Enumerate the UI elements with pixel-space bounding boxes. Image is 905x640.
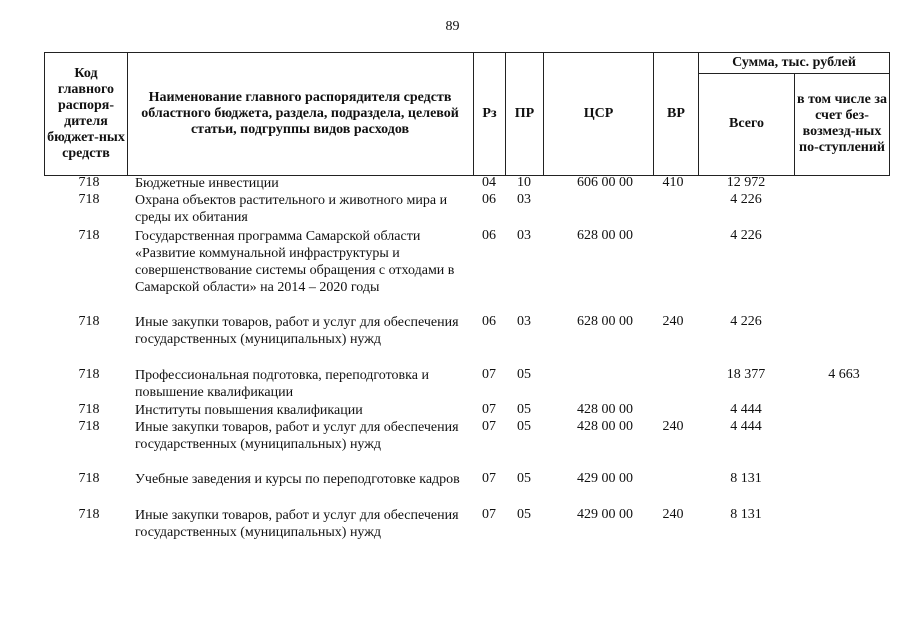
row-total: 4 226 xyxy=(730,192,762,207)
row-rz: 06 xyxy=(482,192,496,207)
row-pr: 05 xyxy=(517,471,531,486)
row-total: 4 226 xyxy=(730,228,762,243)
row-name: Профессиональная подготовка, переподготовка и повышение квалификации xyxy=(135,368,429,400)
row-vr: 240 xyxy=(662,419,684,434)
header-total: Всего xyxy=(729,116,764,131)
row-code: 718 xyxy=(78,367,100,382)
row-pr: 03 xyxy=(517,314,531,329)
header-sum: Сумма, тыс. рублей xyxy=(732,55,856,70)
row-rz: 07 xyxy=(482,471,496,486)
header-pr: ПР xyxy=(514,106,535,121)
row-pr: 05 xyxy=(517,419,531,434)
header-vr: ВР xyxy=(667,106,685,121)
row-code: 718 xyxy=(78,471,100,486)
row-rz: 07 xyxy=(482,367,496,382)
row-csr: 428 00 00 xyxy=(577,402,633,417)
row-name: Иные закупки товаров, работ и услуг для обеспечения государственных (муниципальных) нужд xyxy=(135,508,459,540)
row-rz: 07 xyxy=(482,402,496,417)
row-name: Учебные заведения и курсы по переподготовке кадров xyxy=(135,472,460,487)
row-rz: 07 xyxy=(482,419,496,434)
row-code: 718 xyxy=(78,402,100,417)
row-pr: 05 xyxy=(517,402,531,417)
row-total: 18 377 xyxy=(726,367,766,382)
row-name: Бюджетные инвестиции xyxy=(135,176,279,191)
row-rz: 06 xyxy=(482,228,496,243)
row-csr: 628 00 00 xyxy=(577,314,633,329)
row-code: 718 xyxy=(78,175,100,190)
row-total: 12 972 xyxy=(726,175,766,190)
row-rz: 06 xyxy=(482,314,496,329)
row-code: 718 xyxy=(78,507,100,522)
row-name: Иные закупки товаров, работ и услуг для обеспечения государственных (муниципальных) нужд xyxy=(135,315,459,347)
row-csr: 429 00 00 xyxy=(577,507,633,522)
row-csr: 628 00 00 xyxy=(577,228,633,243)
page-number: 89 xyxy=(445,19,460,34)
row-rz: 04 xyxy=(482,175,496,190)
row-free: 4 663 xyxy=(828,367,860,382)
row-pr: 03 xyxy=(517,228,531,243)
row-code: 718 xyxy=(78,228,100,243)
header-name: Наименование главного распорядителя средств областного бюджета, раздела, подраздела, целевой статьи, подгруппы видов расходов xyxy=(141,90,459,137)
header-csr: ЦСР xyxy=(583,106,614,121)
row-pr: 10 xyxy=(517,175,531,190)
row-total: 4 226 xyxy=(730,314,762,329)
row-total: 8 131 xyxy=(730,471,762,486)
row-code: 718 xyxy=(78,192,100,207)
row-code: 718 xyxy=(78,419,100,434)
row-csr: 429 00 00 xyxy=(577,471,633,486)
row-pr: 03 xyxy=(517,192,531,207)
row-pr: 05 xyxy=(517,367,531,382)
row-csr: 428 00 00 xyxy=(577,419,633,434)
row-vr: 240 xyxy=(662,314,684,329)
header-rz: Рз xyxy=(482,106,497,121)
row-name: Иные закупки товаров, работ и услуг для обеспечения государственных (муниципальных) нужд xyxy=(135,420,459,452)
row-total: 4 444 xyxy=(730,419,762,434)
row-total: 4 444 xyxy=(730,402,762,417)
row-code: 718 xyxy=(78,314,100,329)
header-free: в том числе за счет без-возмезд-ных по-ступлений xyxy=(797,92,887,155)
header-code: Код главного распоря-дителя бюджет-ных средств xyxy=(47,66,125,161)
row-pr: 05 xyxy=(517,507,531,522)
row-name: Государственная программа Самарской области «Развитие коммунальной инфраструктуры и совершенствование системы обращения с отходами в Самарской области» на 2014 – 2020 годы xyxy=(135,229,455,295)
row-name: Охрана объектов растительного и животного мира и среды их обитания xyxy=(135,193,448,225)
row-total: 8 131 xyxy=(730,507,762,522)
row-name: Институты повышения квалификации xyxy=(135,403,363,418)
row-csr: 606 00 00 xyxy=(577,175,633,190)
row-vr: 240 xyxy=(662,507,684,522)
row-rz: 07 xyxy=(482,507,496,522)
row-vr: 410 xyxy=(662,175,684,190)
